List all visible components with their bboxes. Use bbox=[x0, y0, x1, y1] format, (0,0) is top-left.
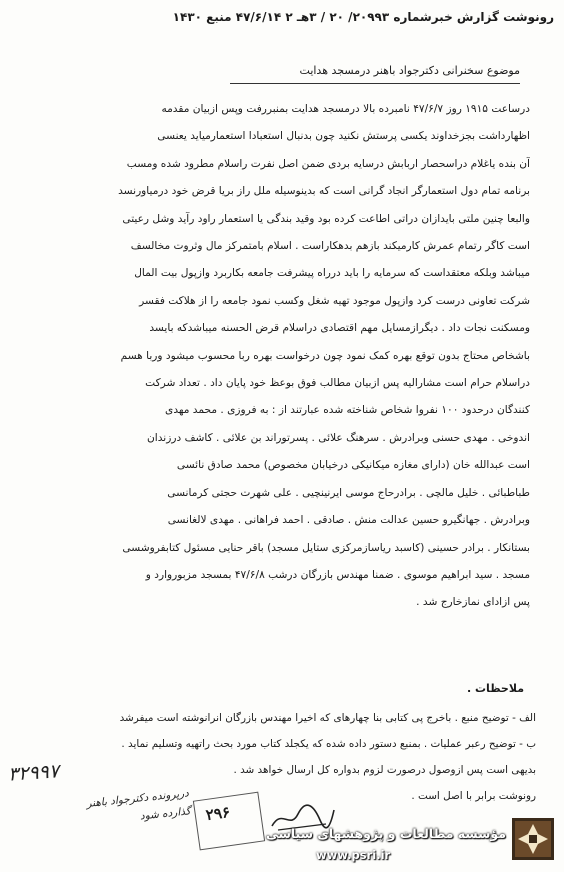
body-line: دراسلام حرام است مشارالیه پس ازبیان مطالب فوق بوعظ خود پایان داد . تعداد شرکت bbox=[145, 377, 530, 390]
body-line: مسجد . سید ابراهیم موسوی . ضمنا مهندس بازرگان درشب ۴۷/۶/۸ بمسجد مزبوروارد و bbox=[145, 568, 530, 581]
body-line: آن بنده یاغلام دراسحصار اربابش درسایه بردی ضمن اصل نفرت راسلام مطرود شده ومسب bbox=[126, 157, 530, 170]
body-line: باشخاص محتاج بدون توقع بهره کمک نمود چون درخواست بهره ربا محسوب میشود وربا هسم bbox=[120, 349, 530, 362]
institute-logo-icon bbox=[512, 818, 554, 860]
body-line: پس ازادای نمازخارج شد . bbox=[416, 596, 530, 609]
report-body bbox=[30, 96, 530, 617]
note-line: الف - توضیح منبع . باخرج پی کتابی بنا چهارهای که اخیرا مهندس بازرگان انرانوشته است میفرشد bbox=[119, 712, 536, 724]
body-line: میباشد وبلکه معتقداست که سرمایه را باید درراه پیشرفت جامعه بکاربرد وازپول بیت المال bbox=[134, 267, 530, 280]
footer-brand-text: مؤسسه مطالعات و پژوهشهای سیاسی bbox=[265, 826, 506, 841]
remarks-label: ملاحظات . bbox=[467, 682, 524, 695]
report-subject: موضوع سخنرانی دکترجواد باهنر درمسجد هدایت bbox=[299, 64, 520, 77]
note-line: بدیهی است پس ازوصول درصورت لزوم بدواره کل ارسال خواهد شد . bbox=[233, 764, 536, 776]
report-header bbox=[173, 6, 554, 28]
body-line: است عبدالله خان (دارای مغازه میکانیکی درخیابان مخصوص) محمد صادق نائسی bbox=[176, 459, 530, 472]
note-line: ب - توضیح رعبر عملیات . بمنبع دستور داده شده که یکجلد کتاب مورد بحث راتهیه وتسلیم نماید . bbox=[121, 738, 536, 750]
body-line: اندوخی . مهدی حسنی وبرادرش . سرهنگ علائی . پسرتوراند بن علائی . کاشف درزندان bbox=[147, 431, 530, 444]
footer-url-text: www.psri.ir bbox=[316, 848, 391, 862]
body-line: است کاگر رتمام عمرش کارمیکند بازهم بدهکاراست . اسلام بامتمرکز مال وثروت مخالسف bbox=[130, 240, 530, 253]
body-line: ومسکنت نجات داد . دیگرازمسایل مهم اقتصادی دراسلام قرض الحسنه میباشدکه بایسد bbox=[149, 322, 530, 335]
note-line: رونوشت برابر با اصل است . bbox=[411, 790, 536, 802]
body-line: شرکت تعاونی درست کرد وازپول موجود تهیه شغل وکسب نمود جامعه را از هلاکت فقسر bbox=[139, 294, 530, 307]
handwritten-filing-note: درپرونده دکترجواد باهنر گذارده شود bbox=[85, 787, 192, 823]
handwritten-file-number: ۳۲۹۹۷ bbox=[7, 760, 60, 786]
subject-underline bbox=[230, 83, 520, 84]
report-header-line: رونوشت گزارش خبرشماره ۲۰۹۹۳‍/ ۲۰ ‍/ ۳هـ ۲ ‍‍۴۷/۶/۱۴ منبع ۱۴۳۰ bbox=[172, 10, 554, 24]
body-line: کنندگان درحدود ۱۰۰ نفروا شخاص شناخته شده عبارتند از : به فروزی . محمد مهدی bbox=[165, 404, 530, 417]
body-line: وبرادرش . جهانگیرو حسین عدالت منش . صادقی . احمد فراهانی . مهدی لالغانسی bbox=[167, 514, 530, 527]
body-line: برنامه تمام دول استعمارگر انجاد گرانی است که بدینوسیله ملل راز بریا قرض خود درمیاورنسد bbox=[118, 185, 530, 198]
body-line: اظهارداشت بجزخداوند یکسی پرستش نکنید چون بدنبال استعبادا استعمارمیاید یعنسی bbox=[157, 130, 530, 143]
body-line: درساعت ۱۹۱۵ روز ۴۷/۶/۷ نامبرده بالا درمسجد هدایت بمنبررفت وپس ازبیان مقدمه bbox=[161, 103, 530, 115]
stamp-number: ۲۹۶ bbox=[204, 802, 232, 825]
body-line: طباطبائی . خلیل مالچی . برادرحاج موسی ایرنینچیی . علی شهرت حجتی کرمانسی bbox=[167, 486, 530, 499]
body-line: بستانکار . برادر حسینی (کاسبد ریاسازمرکزی ستایل مسجد) باقر حنایی مسئول کتابفروشسی bbox=[122, 541, 530, 554]
archive-stamp bbox=[193, 792, 265, 851]
body-line: والبعا چنین ملتی بایدازان دراتی اطاعت کرده بود وقید بندگی یا استعمار راود رآید وشل رعیتی bbox=[122, 212, 530, 225]
